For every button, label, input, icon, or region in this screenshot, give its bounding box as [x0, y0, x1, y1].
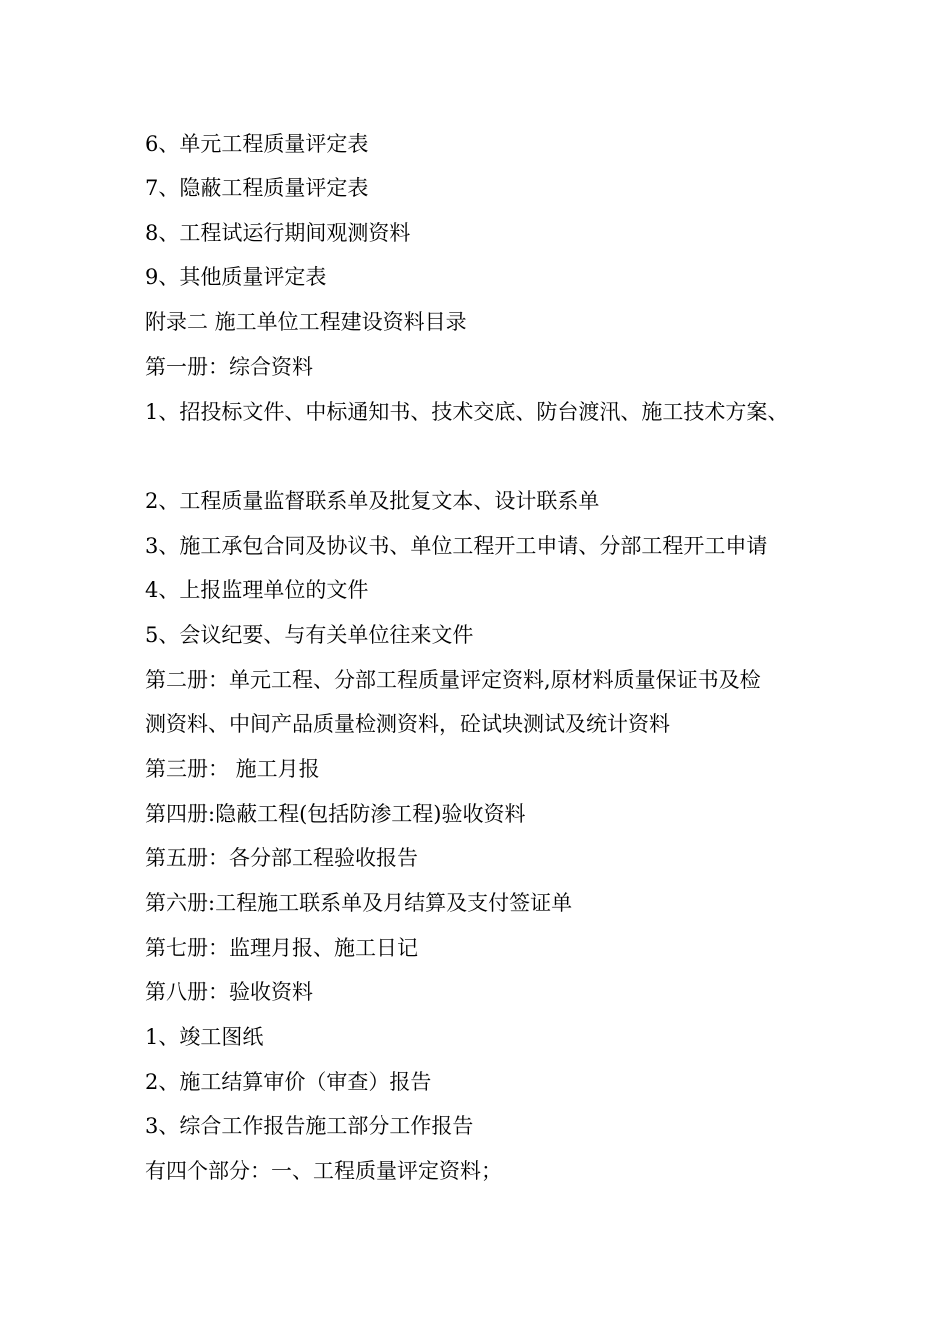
- volume-eight-heading: 第八册：验收资料: [145, 980, 313, 1004]
- appendix-heading: 附录二 施工单位工程建设资料目录: [145, 310, 467, 334]
- text-line-trial-run: 8、工程试运行期间观测资料: [145, 221, 411, 245]
- volume-six-heading: 第六册:工程施工联系单及月结算及支付签证单: [145, 891, 573, 915]
- volume-seven-heading: 第七册：监理月报、施工日记: [145, 936, 418, 960]
- list-item-drawings: 1、竣工图纸: [145, 1025, 264, 1049]
- list-item-work-report: 3、综合工作报告施工部分工作报告: [145, 1114, 474, 1138]
- list-item-meetings: 5、会议纪要、与有关单位往来文件: [145, 623, 474, 647]
- text-line-other-quality: 9、其他质量评定表: [145, 265, 327, 289]
- text-line-quality-unit: 6、单元工程质量评定表: [145, 132, 369, 156]
- list-item-bidding: 1、招投标文件、中标通知书、技术交底、防台渡汛、施工技术方案、: [145, 400, 789, 424]
- volume-four-heading: 第四册:隐蔽工程(包括防渗工程)验收资料: [145, 802, 526, 826]
- volume-two-heading: 第二册：单元工程、分部工程质量评定资料,原材料质量保证书及检: [145, 668, 761, 692]
- list-item-contract: 3、施工承包合同及协议书、单位工程开工申请、分部工程开工申请: [145, 534, 768, 558]
- summary-line: 有四个部分：一、工程质量评定资料；: [145, 1159, 502, 1183]
- list-item-supervision: 2、工程质量监督联系单及批复文本、设计联系单: [145, 489, 600, 513]
- text-line-quality-hidden: 7、隐蔽工程质量评定表: [145, 176, 369, 200]
- volume-two-continued: 测资料、中间产品质量检测资料，砼试块测试及统计资料: [145, 712, 670, 736]
- volume-one-heading: 第一册：综合资料: [145, 355, 313, 379]
- list-item-report-files: 4、上报监理单位的文件: [145, 578, 369, 602]
- list-item-settlement: 2、施工结算审价（审查）报告: [145, 1070, 432, 1094]
- volume-five-heading: 第五册：各分部工程验收报告: [145, 846, 418, 870]
- volume-three-heading: 第三册： 施工月报: [145, 757, 320, 781]
